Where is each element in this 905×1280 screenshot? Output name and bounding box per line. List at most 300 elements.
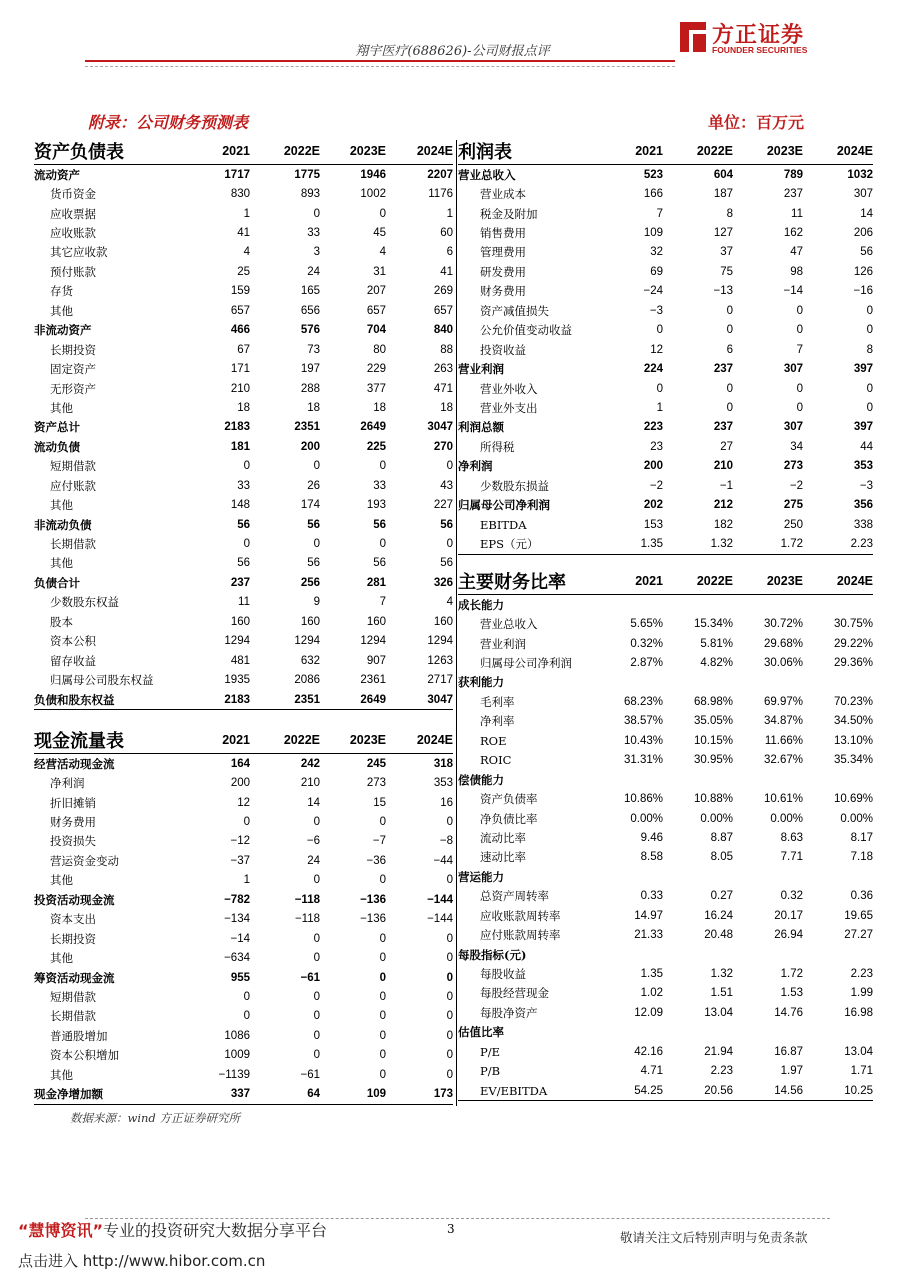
cell-value: 47 xyxy=(790,246,803,259)
cell-value: 0 xyxy=(446,874,453,887)
cell-value: −1139 xyxy=(218,1068,250,1081)
brand-slogan: 专业的投资研究大数据分享平台 xyxy=(103,1221,328,1240)
cell-value: 29.36% xyxy=(833,657,873,670)
cell-value: 67 xyxy=(237,343,250,356)
cell-value: 0 xyxy=(243,990,250,1003)
cell-value: 11 xyxy=(238,596,250,609)
table-row xyxy=(458,1023,873,1042)
row-label: 现金净增加额 xyxy=(34,1084,184,1104)
cell-value: 0 xyxy=(379,538,386,551)
cell-value: 604 xyxy=(713,168,733,181)
cell-value: 0.32 xyxy=(780,890,803,903)
cell-value: 45 xyxy=(373,227,386,240)
cell-value: 1294 xyxy=(294,635,320,648)
income-title: 利润表 xyxy=(458,138,593,165)
cell-value: 1.71 xyxy=(850,1065,873,1078)
cell-value xyxy=(733,1023,803,1042)
row-label: 投资活动现金流 xyxy=(34,892,115,907)
cell-value: 0 xyxy=(313,1010,320,1023)
cell-value: 29.22% xyxy=(833,637,873,650)
table-row xyxy=(34,515,453,534)
cell-value: 166 xyxy=(643,188,663,201)
cell-value: 225 xyxy=(366,440,386,453)
cell-value: 656 xyxy=(300,304,320,317)
cell-value: −118 xyxy=(294,893,320,906)
source-note: 数据来源：wind 方正证券研究所 xyxy=(70,1111,240,1125)
row-label: P/E xyxy=(480,1044,501,1059)
row-label: 留存收益 xyxy=(50,653,96,668)
row-label: 其他 xyxy=(50,873,73,888)
cell-value: 3047 xyxy=(386,690,453,710)
row-label: 归属母公司净利润 xyxy=(458,498,550,513)
row-label: 少数股东损益 xyxy=(480,478,549,493)
row-label: 长期投资 xyxy=(50,931,96,946)
cell-value: −3 xyxy=(649,304,663,317)
cell-value: 80 xyxy=(373,343,386,356)
cell-value: 356 xyxy=(853,499,873,512)
row-label: 净利润 xyxy=(458,459,493,474)
cell-value: 0 xyxy=(796,382,803,395)
row-label: 长期投资 xyxy=(50,342,96,357)
table-divider xyxy=(456,140,457,1106)
row-label: 净负债比率 xyxy=(480,811,538,826)
cell-value: 4 xyxy=(243,246,250,259)
cell-value: 16.87 xyxy=(774,1045,803,1058)
cell-value: 237 xyxy=(783,188,803,201)
cell-value: 704 xyxy=(366,324,386,337)
cell-value: 0.27 xyxy=(710,890,733,903)
cell-value: 200 xyxy=(300,440,320,453)
cell-value: 0 xyxy=(313,460,320,473)
income-statement-table xyxy=(458,138,873,555)
cell-value: 237 xyxy=(230,576,250,589)
table-row xyxy=(34,457,453,476)
cell-value xyxy=(803,770,873,789)
table-row xyxy=(34,651,453,670)
row-label: 短期借款 xyxy=(50,989,96,1004)
cell-value: 0 xyxy=(313,538,320,551)
cell-value: 229 xyxy=(366,363,386,376)
row-label: 资本支出 xyxy=(50,912,96,927)
table-row xyxy=(34,204,453,223)
cell-value: 60 xyxy=(440,227,453,240)
table-row xyxy=(458,243,873,262)
cell-value: 56 xyxy=(373,557,386,570)
cell-value: 4 xyxy=(446,596,453,609)
table-row xyxy=(458,770,873,789)
cell-value: 16 xyxy=(440,796,453,809)
cell-value: 31.31% xyxy=(623,754,663,767)
cell-value: 18 xyxy=(237,401,250,414)
cell-value: 523 xyxy=(643,168,663,181)
cell-value: 0 xyxy=(446,971,453,984)
table-row xyxy=(34,554,453,573)
row-label: 偿债能力 xyxy=(458,772,504,787)
cell-value: 224 xyxy=(643,363,663,376)
cell-value: 44 xyxy=(860,440,873,453)
cell-value: 0 xyxy=(379,990,386,1003)
table-row xyxy=(458,964,873,983)
cell-value: 4.71 xyxy=(640,1065,663,1078)
row-label: 资本公积 xyxy=(50,634,96,649)
row-label: 应收账款 xyxy=(50,226,96,241)
cell-value: 210 xyxy=(713,460,733,473)
cell-value: 0 xyxy=(866,401,873,414)
cell-value xyxy=(593,1023,663,1042)
cell-value: 3 xyxy=(313,246,320,259)
row-label: 折旧摊销 xyxy=(50,795,96,810)
cell-value: 32.67% xyxy=(763,754,803,767)
cell-value: 353 xyxy=(853,460,873,473)
table-row xyxy=(458,673,873,692)
table-row xyxy=(34,890,453,909)
cell-value: 18 xyxy=(307,401,320,414)
row-label: 其他 xyxy=(50,1067,73,1082)
cell-value: 0 xyxy=(379,1029,386,1042)
cell-value: 273 xyxy=(366,777,386,790)
cell-value: 1294 xyxy=(360,635,386,648)
cell-value: 56 xyxy=(307,557,320,570)
table-row xyxy=(34,968,453,987)
row-label: 成长能力 xyxy=(458,597,504,612)
table-row xyxy=(34,1026,453,1045)
cell-value: 10.86% xyxy=(623,793,663,806)
table-row xyxy=(34,987,453,1006)
row-label: 营运资金变动 xyxy=(50,853,119,868)
table-row xyxy=(458,614,873,633)
cell-value: 2351 xyxy=(294,421,320,434)
cell-value: 30.72% xyxy=(763,618,803,631)
row-label: 固定资产 xyxy=(50,362,96,377)
cell-value: 1086 xyxy=(224,1029,250,1042)
cashflow-col-header: 2024E xyxy=(386,727,453,754)
cell-value xyxy=(593,770,663,789)
table-row xyxy=(34,359,453,378)
row-label: 公允价值变动收益 xyxy=(480,323,572,338)
cell-value: 29.68% xyxy=(763,637,803,650)
row-label: 每股指标(元) xyxy=(458,947,527,962)
cell-value: 56 xyxy=(237,518,250,531)
cell-value: 1.32 xyxy=(663,534,733,554)
cell-value xyxy=(593,945,663,964)
row-label: EBITDA xyxy=(480,517,527,532)
table-row xyxy=(34,1007,453,1026)
table-row xyxy=(458,945,873,964)
footer-brand xyxy=(18,1218,327,1241)
cell-value: −136 xyxy=(360,913,386,926)
cell-value: 160 xyxy=(230,615,250,628)
table-row xyxy=(458,495,873,514)
table-row xyxy=(34,262,453,281)
cell-value: 14 xyxy=(307,796,320,809)
cell-value: 0 xyxy=(726,304,733,317)
cell-value: 162 xyxy=(783,227,803,240)
cell-value: 0 xyxy=(243,816,250,829)
cell-value: 955 xyxy=(230,971,250,984)
cell-value: 0 xyxy=(446,460,453,473)
cell-value: 10.15% xyxy=(693,734,733,747)
table-row xyxy=(34,832,453,851)
cell-value: 481 xyxy=(230,654,250,667)
cell-value: −36 xyxy=(366,854,386,867)
row-label: 营运能力 xyxy=(458,869,504,884)
row-label: 净利润 xyxy=(50,776,85,791)
table-row xyxy=(458,789,873,808)
cell-value: 38.57% xyxy=(623,715,663,728)
row-label: 无形资产 xyxy=(50,381,96,396)
table-row xyxy=(458,653,873,672)
ratios-col-header: 2024E xyxy=(803,568,873,595)
cell-value: 326 xyxy=(433,576,453,589)
row-label: 归属母公司股东权益 xyxy=(50,673,154,688)
row-label: 非流动负债 xyxy=(34,517,92,532)
table-row xyxy=(458,282,873,301)
cell-value xyxy=(663,1023,733,1042)
cell-value: 19.65 xyxy=(844,909,873,922)
cell-value: 18 xyxy=(373,401,386,414)
row-label: 财务费用 xyxy=(50,815,96,830)
cell-value: −144 xyxy=(427,913,453,926)
cell-value: 8 xyxy=(726,207,733,220)
row-label: 投资损失 xyxy=(50,834,96,849)
table-row xyxy=(458,165,873,185)
cell-value xyxy=(663,770,733,789)
row-label: 其它应收款 xyxy=(50,245,108,260)
table-row xyxy=(458,925,873,944)
cell-value xyxy=(733,945,803,964)
cell-value: 281 xyxy=(366,576,386,589)
cell-value: 7 xyxy=(656,207,663,220)
table-row xyxy=(34,398,453,417)
row-label: 毛利率 xyxy=(480,694,515,709)
cell-value: 200 xyxy=(643,460,663,473)
cell-value: −16 xyxy=(853,285,873,298)
row-label: 速动比率 xyxy=(480,850,526,865)
balance-col-header: 2022E xyxy=(250,138,320,165)
table-row xyxy=(458,184,873,203)
cell-value xyxy=(663,945,733,964)
balance-col-header: 2021 xyxy=(184,138,250,165)
cell-value: 159 xyxy=(230,285,250,298)
cell-value: 657 xyxy=(366,304,386,317)
cell-value: 21.33 xyxy=(634,929,663,942)
cell-value: 466 xyxy=(230,324,250,337)
row-label: 应付账款周转率 xyxy=(480,928,561,943)
cell-value: 0 xyxy=(379,460,386,473)
cell-value: 160 xyxy=(366,615,386,628)
cell-value: 2086 xyxy=(294,674,320,687)
cell-value: 0.00% xyxy=(840,812,873,825)
cell-value: 127 xyxy=(713,227,733,240)
cell-value: 1717 xyxy=(224,168,250,181)
cell-value: 237 xyxy=(713,421,733,434)
cell-value: 43 xyxy=(440,479,453,492)
cell-value: 6 xyxy=(726,343,733,356)
cell-value: 1263 xyxy=(427,654,453,667)
cell-value: 0 xyxy=(796,324,803,337)
cell-value: 1032 xyxy=(847,168,873,181)
cell-value: 212 xyxy=(713,499,733,512)
cell-value: 8.58 xyxy=(640,851,663,864)
cell-value: 269 xyxy=(433,285,453,298)
cell-value: 0 xyxy=(379,1010,386,1023)
cell-value: 1.97 xyxy=(780,1065,803,1078)
table-row xyxy=(34,871,453,890)
cell-value: 1 xyxy=(656,401,663,414)
cell-value xyxy=(803,673,873,692)
table-row xyxy=(34,418,453,437)
cell-value: 0 xyxy=(379,816,386,829)
row-label: 资产负债率 xyxy=(480,792,538,807)
row-label: 税金及附加 xyxy=(480,206,538,221)
table-row xyxy=(34,812,453,831)
table-row xyxy=(458,359,873,378)
cell-value: 0 xyxy=(379,1049,386,1062)
cell-value: 353 xyxy=(433,777,453,790)
cell-value: −7 xyxy=(372,835,386,848)
cell-value: −2 xyxy=(789,479,803,492)
cell-value xyxy=(593,867,663,886)
ratios-title: 主要财务比率 xyxy=(458,568,593,595)
cell-value: 33 xyxy=(373,479,386,492)
cell-value: 1002 xyxy=(360,188,386,201)
cell-value: 256 xyxy=(300,576,320,589)
cell-value: 789 xyxy=(783,168,803,181)
cell-value: −61 xyxy=(300,971,320,984)
cell-value xyxy=(803,945,873,964)
table-row xyxy=(458,809,873,828)
cell-value: 0 xyxy=(796,401,803,414)
cell-value xyxy=(593,595,663,615)
cell-value: 0 xyxy=(866,324,873,337)
cell-value: 4 xyxy=(379,246,386,259)
cell-value: −14 xyxy=(230,932,250,945)
cell-value: 160 xyxy=(433,615,453,628)
table-row xyxy=(34,437,453,456)
cell-value: 1176 xyxy=(428,188,453,201)
cell-value: 68.98% xyxy=(693,695,733,708)
cell-value: −12 xyxy=(230,835,250,848)
cell-value: 11 xyxy=(791,207,803,220)
cell-value: 8.17 xyxy=(850,831,873,844)
table-row xyxy=(458,457,873,476)
row-label: 营业成本 xyxy=(480,187,526,202)
cell-value: 7 xyxy=(796,343,803,356)
cell-value: 0 xyxy=(446,990,453,1003)
table-row xyxy=(458,751,873,770)
cell-value: 0 xyxy=(446,1010,453,1023)
hibor-link[interactable]: 点击进入 http://www.hibor.com.cn xyxy=(18,1252,266,1270)
cell-value: 0 xyxy=(313,932,320,945)
cell-value: 34.87% xyxy=(763,715,803,728)
cell-value: 270 xyxy=(433,440,453,453)
table-row xyxy=(34,793,453,812)
cell-value: 10.69% xyxy=(833,793,873,806)
cell-value: 20.56 xyxy=(663,1081,733,1101)
row-label: 估值比率 xyxy=(458,1025,504,1040)
table-row xyxy=(458,1042,873,1061)
cell-value: 0 xyxy=(313,1049,320,1062)
cell-value: −8 xyxy=(439,835,453,848)
row-label: 预付账款 xyxy=(50,264,96,279)
cell-value: 10.25 xyxy=(803,1081,873,1101)
header-dashed-rule xyxy=(85,66,675,67)
cell-value: 2.87% xyxy=(630,657,663,670)
cell-value: −3 xyxy=(859,479,873,492)
cashflow-table xyxy=(34,727,453,1105)
cell-value: 0 xyxy=(726,382,733,395)
table-row xyxy=(34,670,453,689)
cell-value: 7.18 xyxy=(850,851,873,864)
table-row xyxy=(458,887,873,906)
cell-value: 0 xyxy=(379,971,386,984)
table-row xyxy=(458,418,873,437)
cell-value: 206 xyxy=(853,227,873,240)
cell-value: 1294 xyxy=(427,635,453,648)
table-row xyxy=(34,321,453,340)
table-row xyxy=(34,593,453,612)
row-label: 营业总收入 xyxy=(480,617,538,632)
cell-value: 0.32% xyxy=(630,637,663,650)
cell-value: 5.81% xyxy=(700,637,733,650)
cell-value: 68.23% xyxy=(623,695,663,708)
cell-value: 397 xyxy=(853,421,873,434)
unit-label: 单位：百万元 xyxy=(708,113,805,132)
table-row xyxy=(34,929,453,948)
row-label: 非流动资产 xyxy=(34,323,92,338)
cell-value: 0 xyxy=(313,1029,320,1042)
founder-logo-icon xyxy=(676,18,710,56)
table-row xyxy=(458,476,873,495)
row-label: P/B xyxy=(480,1064,501,1079)
row-label: 资产减值损失 xyxy=(480,303,549,318)
row-label: 普通股增加 xyxy=(50,1028,108,1043)
cell-value xyxy=(593,673,663,692)
cell-value: 0 xyxy=(796,304,803,317)
cell-value: 1.51 xyxy=(710,987,733,1000)
cashflow-col-header: 2021 xyxy=(184,727,250,754)
table-row xyxy=(34,184,453,203)
table-row xyxy=(34,573,453,592)
cell-value: 148 xyxy=(230,499,250,512)
cell-value: 1935 xyxy=(224,674,250,687)
cell-value: 2.23 xyxy=(850,968,873,981)
row-label: 资本公积增加 xyxy=(50,1048,119,1063)
cell-value: 13.04 xyxy=(844,1045,873,1058)
cell-value: 0 xyxy=(656,382,663,395)
cell-value: 9 xyxy=(313,596,320,609)
cell-value: 2649 xyxy=(360,421,386,434)
cell-value: 14.56 xyxy=(733,1081,803,1101)
table-row xyxy=(34,223,453,242)
cell-value: 26.94 xyxy=(774,929,803,942)
cell-value: 237 xyxy=(713,363,733,376)
cell-value: 0 xyxy=(866,304,873,317)
row-label: 归属母公司净利润 xyxy=(480,656,572,671)
cell-value: 8.63 xyxy=(780,831,803,844)
cell-value: 0 xyxy=(866,382,873,395)
row-label: 股本 xyxy=(50,614,73,629)
cell-value: 1.35 xyxy=(593,534,663,554)
table-row xyxy=(458,301,873,320)
cell-value: 174 xyxy=(300,499,320,512)
row-label: 营业外支出 xyxy=(480,400,538,415)
cell-value: 1009 xyxy=(224,1049,250,1062)
row-label: 流动负债 xyxy=(34,439,80,454)
table-row xyxy=(458,437,873,456)
cell-value: 273 xyxy=(783,460,803,473)
cell-value: 0 xyxy=(446,538,453,551)
